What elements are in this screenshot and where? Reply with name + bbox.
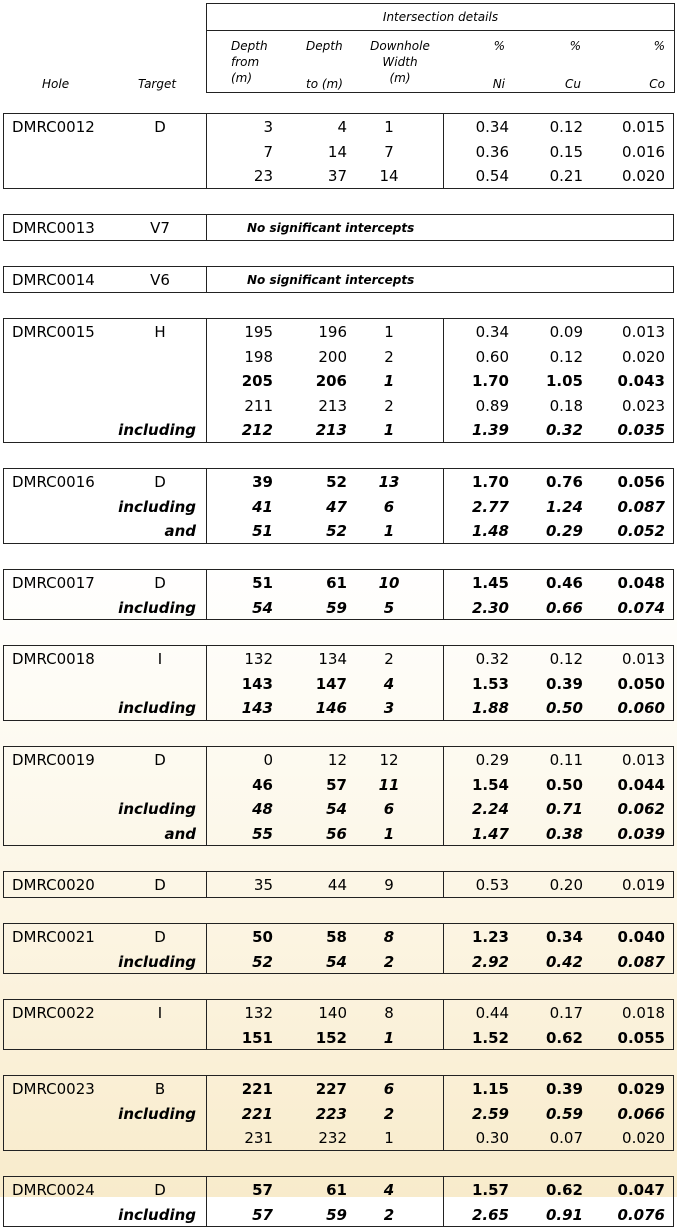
co-percent-cell: 0.076: [617, 1206, 665, 1224]
downhole-width-cell: 13: [378, 473, 400, 491]
table-row: [4, 647, 673, 671]
cu-percent-cell: 0.12: [549, 348, 583, 366]
ni-percent-cell: 0.32: [475, 650, 509, 668]
header-co: [649, 38, 665, 92]
depth-to-cell: 47: [326, 498, 347, 516]
depth-to-cell: 61: [326, 1181, 347, 1199]
co-percent-cell: 0.052: [617, 522, 665, 540]
hole-block: [3, 871, 674, 898]
ni-percent-cell: 1.39: [471, 421, 509, 439]
depth-to-cell: 213: [315, 421, 347, 439]
cu-percent-cell: 0.07: [549, 1129, 583, 1147]
cu-percent-cell: 0.32: [545, 421, 583, 439]
depth-to-cell: 140: [318, 1004, 347, 1022]
cu-percent-cell: 0.12: [549, 650, 583, 668]
downhole-width-cell: 1: [383, 421, 395, 439]
downhole-width-cell: 8: [384, 1004, 394, 1022]
depth-from-cell: 132: [244, 650, 273, 668]
downhole-width-cell: 1: [383, 372, 395, 390]
co-percent-cell: 0.015: [622, 118, 665, 136]
header-ni-label: Ni: [492, 77, 505, 91]
ni-percent-cell: 1.52: [471, 1029, 509, 1047]
depth-to-cell: 54: [326, 953, 347, 971]
ni-percent-cell: 2.77: [471, 498, 509, 516]
no-intercepts-note: No significant intercepts: [247, 221, 415, 235]
downhole-width-cell: 2: [384, 397, 394, 415]
depth-from-cell: 151: [241, 1029, 273, 1047]
depth-to-cell: 134: [318, 650, 347, 668]
depth-to-cell: 59: [326, 1206, 347, 1224]
depth-to-cell: 61: [326, 574, 347, 592]
cu-percent-cell: 0.76: [545, 473, 583, 491]
depth-to-cell: 54: [326, 800, 347, 818]
co-percent-cell: 0.066: [617, 1105, 665, 1123]
intersection-details-header: [206, 3, 675, 93]
co-percent-cell: 0.013: [622, 650, 665, 668]
downhole-width-cell: 2: [383, 953, 395, 971]
depth-to-cell: 223: [315, 1105, 347, 1123]
ni-percent-cell: 0.60: [475, 348, 509, 366]
table-row: [4, 115, 673, 139]
downhole-width-cell: 2: [384, 348, 394, 366]
cu-percent-cell: 0.66: [545, 599, 583, 617]
hole-block: [3, 1075, 674, 1151]
cu-percent-cell: 0.71: [545, 800, 583, 818]
hole-id: DMRC0024: [12, 1181, 95, 1199]
header-depth-to-line2: to (m): [306, 77, 343, 91]
depth-from-cell: 51: [252, 574, 273, 592]
hole-block: [3, 113, 674, 189]
hole-target: B: [154, 1080, 166, 1098]
cu-percent-cell: 1.05: [545, 372, 583, 390]
cu-percent-cell: 0.62: [545, 1029, 583, 1047]
cu-percent-cell: 0.12: [549, 118, 583, 136]
depth-from-cell: 46: [252, 776, 273, 794]
co-percent-cell: 0.013: [622, 751, 665, 769]
downhole-width-cell: 11: [378, 776, 400, 794]
hole-id: DMRC0014: [12, 271, 95, 289]
interval-qualifier: including: [118, 1206, 196, 1224]
co-percent-cell: 0.055: [617, 1029, 665, 1047]
depth-from-cell: 211: [244, 397, 273, 415]
header-depth-from-line1: Depth: [231, 39, 268, 53]
header-depth-from-line2: from: [231, 55, 260, 69]
downhole-width-cell: 4: [383, 1181, 395, 1199]
ni-percent-cell: 0.34: [475, 118, 509, 136]
ni-percent-cell: 1.54: [471, 776, 509, 794]
table-row: [4, 519, 673, 543]
co-percent-cell: 0.016: [622, 143, 665, 161]
depth-to-cell: 147: [315, 675, 347, 693]
depth-from-cell: 212: [241, 421, 273, 439]
depth-to-cell: 227: [315, 1080, 347, 1098]
cu-percent-cell: 0.62: [545, 1181, 583, 1199]
table-row: [4, 1026, 673, 1050]
depth-from-cell: 143: [241, 699, 273, 717]
table-row: [4, 495, 673, 519]
ni-percent-cell: 0.44: [475, 1004, 509, 1022]
ni-percent-cell: 2.59: [471, 1105, 509, 1123]
hole-block: [3, 746, 674, 846]
downhole-width-cell: 2: [383, 1206, 395, 1224]
interval-qualifier: and: [164, 522, 196, 540]
hole-target: D: [154, 574, 166, 592]
depth-from-cell: 39: [252, 473, 273, 491]
depth-to-cell: 206: [315, 372, 347, 390]
downhole-width-cell: 4: [383, 675, 395, 693]
cu-percent-cell: 0.15: [549, 143, 583, 161]
header-ni: [493, 38, 505, 92]
co-percent-cell: 0.023: [622, 397, 665, 415]
table-row: [4, 596, 673, 620]
depth-to-cell: 44: [327, 876, 347, 894]
ni-percent-cell: 2.65: [471, 1206, 509, 1224]
interval-qualifier: including: [118, 498, 196, 516]
table-row: [4, 696, 673, 720]
hole-block: [3, 999, 674, 1050]
hole-target: D: [154, 751, 166, 769]
depth-from-cell: 0: [263, 751, 273, 769]
table-row: [4, 394, 673, 418]
depth-from-cell: 51: [252, 522, 273, 540]
co-percent-cell: 0.087: [617, 498, 665, 516]
depth-to-cell: 37: [327, 167, 347, 185]
downhole-width-cell: 12: [379, 751, 399, 769]
interval-qualifier: including: [118, 1105, 196, 1123]
hole-target: V7: [150, 219, 170, 237]
hole-target: H: [154, 323, 166, 341]
hole-target: D: [154, 118, 166, 136]
table-row: [4, 140, 673, 164]
table-row: [4, 369, 673, 393]
header-cu: [565, 38, 581, 92]
header-hole: Hole: [42, 77, 70, 91]
depth-to-cell: 196: [318, 323, 347, 341]
downhole-width-cell: 1: [383, 1029, 395, 1047]
table-row: [4, 320, 673, 344]
downhole-width-cell: 1: [384, 1129, 394, 1147]
header-depth-to: [306, 38, 343, 92]
downhole-width-cell: 14: [379, 167, 399, 185]
downhole-width-cell: 1: [383, 522, 395, 540]
co-percent-cell: 0.062: [617, 800, 665, 818]
ni-percent-cell: 0.36: [475, 143, 509, 161]
table-row: [4, 748, 673, 772]
depth-to-cell: 213: [318, 397, 347, 415]
depth-to-cell: 14: [327, 143, 347, 161]
hole-id: DMRC0019: [12, 751, 95, 769]
downhole-width-cell: 3: [383, 699, 395, 717]
downhole-width-cell: 2: [384, 650, 394, 668]
no-intercepts-note: No significant intercepts: [247, 273, 415, 287]
cu-percent-cell: 0.39: [545, 675, 583, 693]
header-cu-label: Cu: [565, 77, 581, 91]
downhole-width-cell: 8: [383, 928, 395, 946]
downhole-width-cell: 1: [383, 825, 395, 843]
depth-from-cell: 3: [263, 118, 273, 136]
ni-percent-cell: 1.48: [471, 522, 509, 540]
ni-percent-cell: 2.92: [471, 953, 509, 971]
depth-to-cell: 56: [326, 825, 347, 843]
interval-qualifier: including: [118, 953, 196, 971]
table-row: [4, 672, 673, 696]
depth-from-cell: 132: [244, 1004, 273, 1022]
depth-to-cell: 4: [337, 118, 347, 136]
header-downhole-width: [362, 38, 438, 86]
hole-block: [3, 214, 674, 241]
header-divider: [207, 30, 674, 31]
ni-percent-cell: 1.47: [471, 825, 509, 843]
co-percent-cell: 0.047: [617, 1181, 665, 1199]
interval-qualifier: including: [118, 699, 196, 717]
depth-to-cell: 152: [315, 1029, 347, 1047]
co-percent-cell: 0.044: [617, 776, 665, 794]
cu-percent-cell: 0.50: [545, 699, 583, 717]
header-co-label: Co: [649, 77, 665, 91]
table-row: [4, 873, 673, 897]
hole-target: D: [154, 1181, 166, 1199]
table-row: [4, 1001, 673, 1025]
header-ni-unit: %: [493, 39, 505, 53]
hole-target: I: [157, 1004, 163, 1022]
depth-from-cell: 50: [252, 928, 273, 946]
table-header: [0, 0, 677, 96]
downhole-width-cell: 6: [383, 1080, 395, 1098]
cu-percent-cell: 0.59: [545, 1105, 583, 1123]
downhole-width-cell: 6: [383, 800, 395, 818]
ni-percent-cell: 0.29: [475, 751, 509, 769]
downhole-width-cell: 1: [384, 323, 394, 341]
depth-to-cell: 58: [326, 928, 347, 946]
hole-id: DMRC0015: [12, 323, 95, 341]
co-percent-cell: 0.020: [622, 348, 665, 366]
table-row: [4, 345, 673, 369]
hole-id: DMRC0016: [12, 473, 95, 491]
depth-from-cell: 35: [253, 876, 273, 894]
cu-percent-cell: 0.29: [545, 522, 583, 540]
ni-percent-cell: 1.70: [471, 473, 509, 491]
table-row: [4, 1102, 673, 1126]
table-row: [4, 164, 673, 188]
hole-id: DMRC0013: [12, 219, 95, 237]
depth-from-cell: 198: [244, 348, 273, 366]
ni-percent-cell: 1.57: [471, 1181, 509, 1199]
co-percent-cell: 0.013: [622, 323, 665, 341]
co-percent-cell: 0.060: [617, 699, 665, 717]
depth-from-cell: 55: [252, 825, 273, 843]
ni-percent-cell: 1.88: [471, 699, 509, 717]
hole-id: DMRC0020: [12, 876, 95, 894]
cu-percent-cell: 1.24: [545, 498, 583, 516]
hole-header-row: [4, 216, 673, 240]
hole-block: [3, 1176, 674, 1227]
downhole-width-cell: 10: [378, 574, 400, 592]
depth-from-cell: 48: [252, 800, 273, 818]
table-row: [4, 470, 673, 494]
cu-percent-cell: 0.42: [545, 953, 583, 971]
depth-from-cell: 205: [241, 372, 273, 390]
co-percent-cell: 0.020: [622, 1129, 665, 1147]
cu-percent-cell: 0.46: [545, 574, 583, 592]
depth-from-cell: 195: [244, 323, 273, 341]
depth-to-cell: 52: [326, 522, 347, 540]
hole-header-row: [4, 268, 673, 292]
cu-percent-cell: 0.18: [549, 397, 583, 415]
header-depth-to-line1: Depth: [306, 39, 343, 53]
co-percent-cell: 0.074: [617, 599, 665, 617]
depth-to-cell: 57: [326, 776, 347, 794]
ni-percent-cell: 0.53: [475, 876, 509, 894]
cu-percent-cell: 0.39: [545, 1080, 583, 1098]
depth-from-cell: 52: [252, 953, 273, 971]
cu-percent-cell: 0.20: [549, 876, 583, 894]
ni-percent-cell: 1.23: [471, 928, 509, 946]
co-percent-cell: 0.087: [617, 953, 665, 971]
co-percent-cell: 0.018: [622, 1004, 665, 1022]
co-percent-cell: 0.019: [622, 876, 665, 894]
depth-from-cell: 54: [252, 599, 273, 617]
table-row: [4, 950, 673, 974]
interval-qualifier: including: [118, 599, 196, 617]
cu-percent-cell: 0.11: [549, 751, 583, 769]
table-row: [4, 1077, 673, 1101]
depth-from-cell: 221: [241, 1105, 273, 1123]
downhole-width-cell: 6: [383, 498, 395, 516]
table-row: [4, 822, 673, 846]
depth-to-cell: 200: [318, 348, 347, 366]
depth-from-cell: 23: [253, 167, 273, 185]
hole-block: [3, 569, 674, 620]
hole-target: I: [157, 650, 163, 668]
hole-target: D: [154, 876, 166, 894]
header-co-unit: %: [653, 39, 665, 53]
intersection-details-title: Intersection details: [382, 10, 499, 24]
interval-qualifier: and: [164, 825, 196, 843]
co-percent-cell: 0.040: [617, 928, 665, 946]
header-downhole-line1: Downhole: [370, 39, 430, 53]
ni-percent-cell: 1.53: [471, 675, 509, 693]
depth-to-cell: 232: [318, 1129, 347, 1147]
hole-block: [3, 318, 674, 443]
downhole-width-cell: 5: [383, 599, 395, 617]
interval-qualifier: including: [118, 800, 196, 818]
header-target: Target: [138, 77, 177, 91]
table-row: [4, 925, 673, 949]
table-row: [4, 797, 673, 821]
cu-percent-cell: 0.21: [549, 167, 583, 185]
hole-id: DMRC0023: [12, 1080, 95, 1098]
header-downhole-line3: (m): [389, 71, 411, 85]
interval-qualifier: including: [118, 421, 196, 439]
header-depth-from-line3: (m): [231, 71, 253, 85]
co-percent-cell: 0.050: [617, 675, 665, 693]
ni-percent-cell: 1.45: [471, 574, 509, 592]
depth-to-cell: 52: [326, 473, 347, 491]
hole-id: DMRC0022: [12, 1004, 95, 1022]
depth-to-cell: 59: [326, 599, 347, 617]
co-percent-cell: 0.039: [617, 825, 665, 843]
table-row: [4, 1203, 673, 1227]
table-row: [4, 773, 673, 797]
hole-target: D: [154, 473, 166, 491]
ni-percent-cell: 0.54: [475, 167, 509, 185]
downhole-width-cell: 7: [384, 143, 394, 161]
cu-percent-cell: 0.17: [549, 1004, 583, 1022]
cu-percent-cell: 0.50: [545, 776, 583, 794]
hole-block: [3, 266, 674, 293]
depth-from-cell: 143: [241, 675, 273, 693]
hole-id: DMRC0012: [12, 118, 95, 136]
ni-percent-cell: 0.34: [475, 323, 509, 341]
ni-percent-cell: 2.24: [471, 800, 509, 818]
depth-from-cell: 57: [252, 1206, 273, 1224]
co-percent-cell: 0.020: [622, 167, 665, 185]
co-percent-cell: 0.048: [617, 574, 665, 592]
table-row: [4, 418, 673, 442]
depth-from-cell: 221: [241, 1080, 273, 1098]
co-percent-cell: 0.043: [617, 372, 665, 390]
ni-percent-cell: 1.15: [471, 1080, 509, 1098]
hole-block: [3, 645, 674, 721]
header-depth-from: [231, 38, 268, 86]
co-percent-cell: 0.035: [617, 421, 665, 439]
hole-block: [3, 468, 674, 544]
ni-percent-cell: 0.30: [475, 1129, 509, 1147]
table-row: [4, 1178, 673, 1202]
downhole-width-cell: 9: [384, 876, 394, 894]
hole-target: D: [154, 928, 166, 946]
depth-from-cell: 41: [252, 498, 273, 516]
co-percent-cell: 0.029: [617, 1080, 665, 1098]
downhole-width-cell: 1: [384, 118, 394, 136]
header-downhole-line2: Width: [382, 55, 418, 69]
hole-id: DMRC0018: [12, 650, 95, 668]
depth-from-cell: 231: [244, 1129, 273, 1147]
table-row: [4, 1126, 673, 1150]
depth-from-cell: 57: [252, 1181, 273, 1199]
header-cu-unit: %: [569, 39, 581, 53]
ni-percent-cell: 0.89: [475, 397, 509, 415]
ni-percent-cell: 2.30: [471, 599, 509, 617]
hole-target: V6: [150, 271, 170, 289]
ni-percent-cell: 1.70: [471, 372, 509, 390]
depth-to-cell: 146: [315, 699, 347, 717]
cu-percent-cell: 0.09: [549, 323, 583, 341]
downhole-width-cell: 2: [383, 1105, 395, 1123]
cu-percent-cell: 0.34: [545, 928, 583, 946]
table-row: [4, 571, 673, 595]
cu-percent-cell: 0.38: [545, 825, 583, 843]
cu-percent-cell: 0.91: [545, 1206, 583, 1224]
co-percent-cell: 0.056: [617, 473, 665, 491]
hole-block: [3, 923, 674, 974]
depth-to-cell: 12: [327, 751, 347, 769]
hole-id: DMRC0021: [12, 928, 95, 946]
depth-from-cell: 7: [263, 143, 273, 161]
hole-id: DMRC0017: [12, 574, 95, 592]
